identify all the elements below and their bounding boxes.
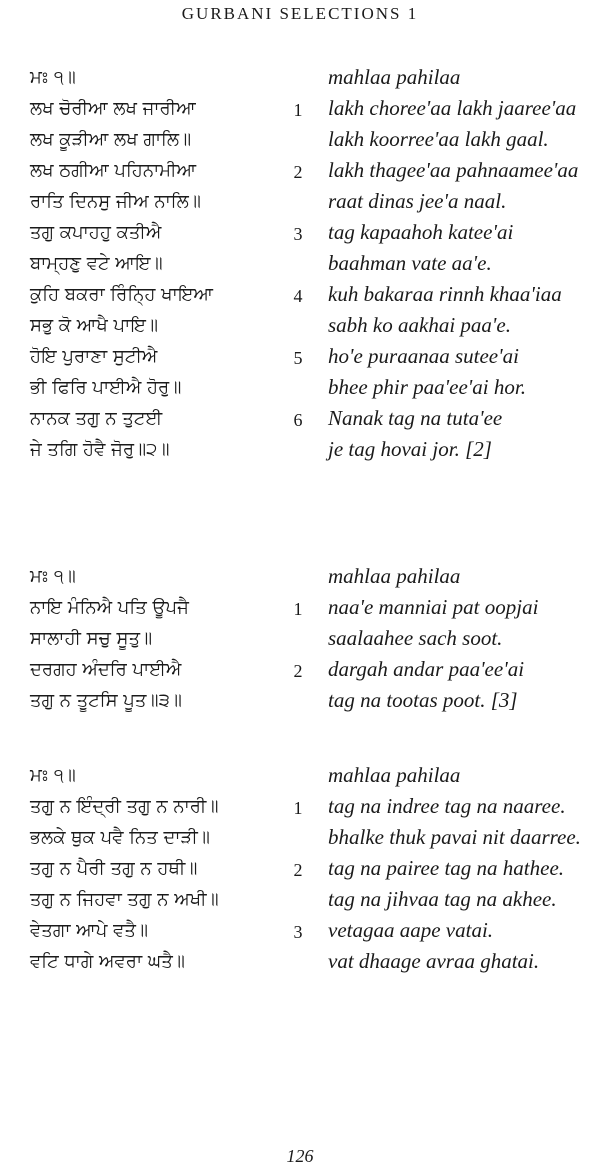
transliteration-text: vat dhaage avraa ghatai. xyxy=(328,949,540,973)
transliteration-text: ho'e puraanaa sutee'ai xyxy=(328,344,519,368)
stanza xyxy=(0,561,600,716)
line-number: 1 xyxy=(293,599,303,619)
line-number: 3 xyxy=(293,224,303,244)
transliteration-text: baahman vate aa'e. xyxy=(328,251,492,275)
verse-line xyxy=(0,155,600,186)
gurmukhi-text: ਜੇ ਤਗਿ ਹੋਵੈ ਜੋਰੁ॥੨॥ xyxy=(30,439,170,460)
transliteration-text: kuh bakaraa rinnh khaa'iaa xyxy=(328,282,562,306)
gurmukhi-text: ਤਗੁ ਨ ਤੂਟਸਿ ਪੂਤ॥੩॥ xyxy=(30,690,182,711)
running-header: GURBANI SELECTIONS 1 xyxy=(181,4,419,23)
line-number: 3 xyxy=(293,922,303,942)
line-number: 6 xyxy=(293,410,303,430)
transliteration-text: vetagaa aape vatai. xyxy=(328,918,494,942)
verse-line xyxy=(0,248,600,279)
gurmukhi-text: ਕੁਹਿ ਬਕਰਾ ਰਿੰਨ੍ਹਿ ਖਾਇਆ xyxy=(30,284,213,305)
verse-line xyxy=(0,93,600,124)
gurmukhi-text: ਭਲਕੇ ਥੁਕ ਪਵੈ ਨਿਤ ਦਾੜੀ॥ xyxy=(30,827,210,848)
verse-line xyxy=(0,822,600,853)
line-number: 5 xyxy=(293,348,303,368)
stanza xyxy=(0,62,600,465)
verse-line xyxy=(0,592,600,623)
verse-line xyxy=(0,124,600,155)
transliteration-text: tag kapaahoh katee'ai xyxy=(328,220,514,244)
line-number: 2 xyxy=(293,162,303,182)
transliteration-text: sabh ko aakhai paa'e. xyxy=(328,313,511,337)
gurmukhi-text: ਤਗੁ ਨ ਜਿਹਵਾ ਤਗੁ ਨ ਅਖੀ॥ xyxy=(30,889,219,910)
gurmukhi-text: ਲਖ ਕੂੜੀਆ ਲਖ ਗਾਲਿ॥ xyxy=(30,129,192,150)
verse-line xyxy=(0,279,600,310)
transliteration-text: mahlaa pahilaa xyxy=(328,564,461,588)
stanza xyxy=(0,760,600,977)
verse-line xyxy=(0,791,600,822)
verse-line xyxy=(0,62,600,93)
line-number: 4 xyxy=(293,286,303,306)
verse-line xyxy=(0,372,600,403)
transliteration-text: tag na tootas poot. [3] xyxy=(328,688,518,712)
gurmukhi-text: ਵਟਿ ਧਾਗੇ ਅਵਰਾ ਘਤੈ॥ xyxy=(30,951,185,972)
verse-line xyxy=(0,853,600,884)
gurmukhi-text: ਸਾਲਾਹੀ ਸਚੁ ਸੂਤੁ॥ xyxy=(30,628,153,649)
page-number: 126 xyxy=(286,1146,314,1166)
transliteration-text: tag na jihvaa tag na akhee. xyxy=(328,887,557,911)
transliteration-text: tag na indree tag na naaree. xyxy=(328,794,566,818)
transliteration-text: mahlaa pahilaa xyxy=(328,763,461,787)
verse-line xyxy=(0,946,600,977)
transliteration-text: saalaahee sach soot. xyxy=(328,626,503,650)
gurmukhi-text: ਹੋਇ ਪੁਰਾਣਾ ਸੁਟੀਐ xyxy=(30,346,158,367)
gurmukhi-text: ਵੇਤਗਾ ਆਪੇ ਵਤੈ॥ xyxy=(30,920,149,941)
transliteration-text: lakh thagee'aa pahnaamee'aa xyxy=(328,158,579,182)
line-number: 1 xyxy=(293,798,303,818)
verse-line xyxy=(0,341,600,372)
gurmukhi-text: ਭੀ ਫਿਰਿ ਪਾਈਐ ਹੋਰੁ॥ xyxy=(30,377,182,398)
gurmukhi-text: ਰਾਤਿ ਦਿਨਸੁ ਜੀਅ ਨਾਲਿ॥ xyxy=(30,191,201,212)
gurmukhi-text: ਤਗੁ ਨ ਪੈਰੀ ਤਗੁ ਨ ਹਥੀ॥ xyxy=(30,858,198,879)
gurmukhi-text: ਦਰਗਹ ਅੰਦਰਿ ਪਾਈਐ xyxy=(30,659,182,680)
transliteration-text: bhalke thuk pavai nit daarree. xyxy=(328,825,581,849)
line-number: 2 xyxy=(293,860,303,880)
line-number: 2 xyxy=(293,661,303,681)
verse-line xyxy=(0,403,600,434)
verse-line xyxy=(0,623,600,654)
transliteration-text: lakh choree'aa lakh jaaree'aa xyxy=(328,96,577,120)
transliteration-text: mahlaa pahilaa xyxy=(328,65,461,89)
transliteration-text: lakh koorree'aa lakh gaal. xyxy=(328,127,549,151)
gurmukhi-text: ਤਗੁ ਕਪਾਹਹੁ ਕਤੀਐ xyxy=(30,222,162,243)
transliteration-text: raat dinas jee'a naal. xyxy=(328,189,507,213)
gurmukhi-text: ਮਃ ੧॥ xyxy=(30,67,76,88)
gurmukhi-text: ਤਗੁ ਨ ਇੰਦ੍ਰੀ ਤਗੁ ਨ ਨਾਰੀ॥ xyxy=(30,796,219,817)
line-number: 1 xyxy=(293,100,303,120)
verse-line xyxy=(0,654,600,685)
gurmukhi-text: ਨਾਨਕ ਤਗੁ ਨ ਤੁਟਈ xyxy=(30,408,163,429)
verse-line xyxy=(0,310,600,341)
transliteration-text: bhee phir paa'ee'ai hor. xyxy=(328,375,526,399)
verse-line xyxy=(0,760,600,791)
gurmukhi-text: ਮਃ ੧॥ xyxy=(30,765,76,786)
transliteration-text: Nanak tag na tuta'ee xyxy=(328,406,503,430)
gurmukhi-text: ਸਭੁ ਕੋ ਆਖੈ ਪਾਇ॥ xyxy=(30,315,158,336)
verse-line xyxy=(0,217,600,248)
verse-line xyxy=(0,434,600,465)
gurmukhi-text: ਲਖ ਠਗੀਆ ਪਹਿਨਾਮੀਆ xyxy=(30,160,197,181)
transliteration-text: dargah andar paa'ee'ai xyxy=(328,657,525,681)
transliteration-text: je tag hovai jor. [2] xyxy=(328,437,492,461)
verse-line xyxy=(0,685,600,716)
gurmukhi-text: ਮਃ ੧॥ xyxy=(30,566,76,587)
transliteration-text: naa'e manniai pat oopjai xyxy=(328,595,539,619)
verse-line xyxy=(0,561,600,592)
verse-line xyxy=(0,884,600,915)
gurmukhi-text: ਨਾਇ ਮੰਨਿਐ ਪਤਿ ਊਪਜੈ xyxy=(30,597,189,618)
gurmukhi-text: ਬਾਮ੍ਹਣੁ ਵਟੇ ਆਇ॥ xyxy=(30,253,163,274)
transliteration-text: tag na pairee tag na hathee. xyxy=(328,856,565,880)
verse-line xyxy=(0,186,600,217)
verse-line xyxy=(0,915,600,946)
gurmukhi-text: ਲਖ ਚੋਰੀਆ ਲਖ ਜਾਰੀਆ xyxy=(30,98,196,119)
